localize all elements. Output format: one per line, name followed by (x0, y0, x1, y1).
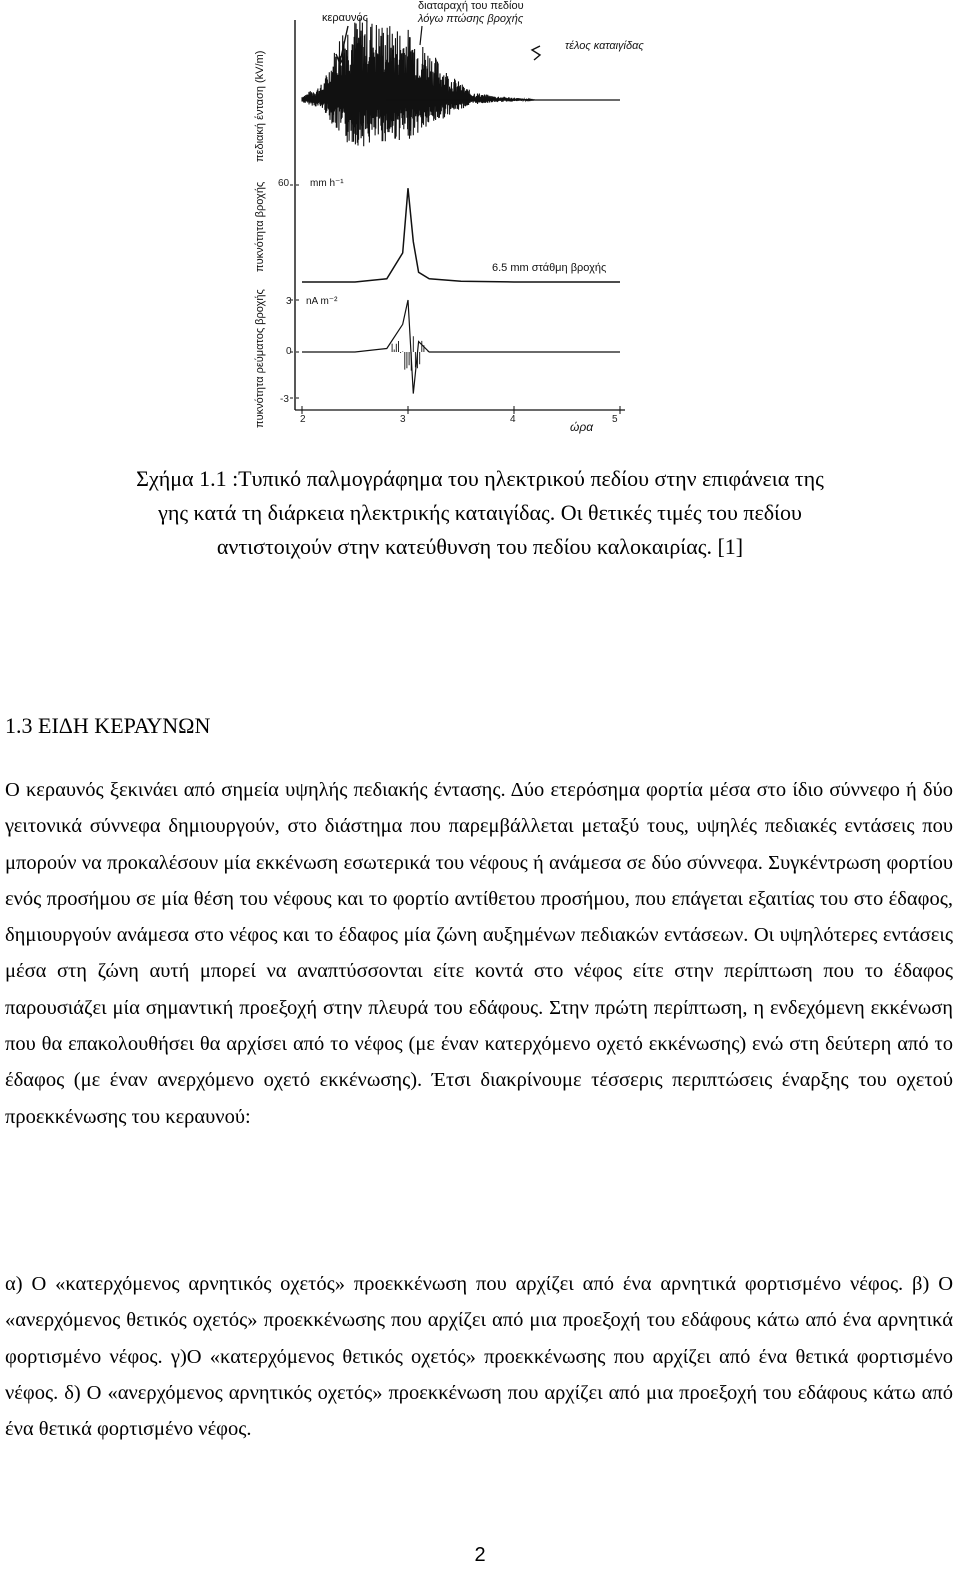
oscillogram-figure (240, 0, 660, 440)
disturbance-annotation-line1: διαταραχή του πεδίου (418, 0, 524, 12)
current-bottom-tick: -3 (280, 394, 289, 405)
paragraph-2: α) Ο «κατερχόμενος αρνητικός οχετός» προεκκένωση που αρχίζει από ένα αρνητικά φορτισμένο νέφος. β) Ο «ανερχόμενος θετικός οχετός» προεκκένωσης που αρχίζει από μια προεξοχή του εδάφους κάτω από ένα αρνητικά φορτισμένο νέφος. γ)Ο «κατερχόμενος θετικός οχετός» προεκκένωσης που αρχίζει από ένα θετικά φορτισμένο νέφος. δ) Ο «ανερχόμενος αρνητικός οχετός» προεκκένωση που αρχίζει από μια προεξοχή του εδάφους κάτω από ένα θετικά φορτισμένο νέφος. (5, 1273, 953, 1441)
electric-field-trace (302, 18, 620, 147)
current-density-unit: nA m⁻² (306, 296, 338, 307)
x-tick-4: 4 (510, 414, 516, 425)
end-of-storm-marker (532, 46, 540, 60)
x-tick-5: 5 (612, 414, 618, 425)
end-of-storm-annotation: τέλος καταιγίδας (565, 40, 644, 52)
caption-line-3: αντιστοιχούν στην κατεύθυνση του πεδίου καλοκαιρίας. [1] (216, 534, 744, 559)
current-density-trace (302, 300, 620, 394)
rain-density-axis-label: πυκνότητα βροχής (254, 181, 266, 272)
current-top-tick: 3 (286, 296, 292, 307)
oscillogram-svg (240, 0, 660, 440)
caption-line-2: γης κατά τη διάρκεια ηλεκτρικής καταιγίδας. Οι θετικές τιμές του πεδίου (158, 500, 802, 525)
paragraph-1: Ο κεραυνός ξεκινάει από σημεία υψηλής πεδιακής έντασης. Δύο ετερόσημα φορτία μέσα στο ίδιο σύννεφο ή δύο γειτονικά σύννεφα δημιουργούν, στο διάστημα που παρεμβάλλεται μεταξύ τους, υψηλές πεδιακές εντάσεις που μπορούν να προκαλέσουν μία εκκένωση εσωτερικά του νέφους ή ανάμεσα σε δύο σύννεφα. Συγκέντρωση φορτίου ενός προσήμου σε μία θέση του νέφους και το φορτίο αντίθετου προσήμου, που επάγεται εξαιτίας του στο έδαφος, δημιουργούν ανάμεσα στο νέφος και το έδαφος μία ζώνη αυξημένων πεδιακών εντάσεων. Οι υψηλότερες εντάσεις μέσα στη ζώνη αυτή μπορεί να αναπτύσσονται είτε κοντά στο νέφος είτε στην περίπτωση που το έδαφος παρουσιάζει μία σημαντική προεξοχή στην πλευρά του εδάφους. Στην πρώτη περίπτωση, η ενδεχόμενη εκκένωση που θα επακολουθήσει θα αρχίσει από το νέφος (με έναν κατερχόμενο οχετό εκκένωσης) ενώ στη δεύτερη από το έδαφος (με έναν ανερχόμενο οχετό εκκένωσης). Έτσι διακρίνουμε τέσσερις περιπτώσεις έναρξης του οχετού προεκκένωσης του κεραυνού: (5, 779, 953, 1128)
x-axis-label: ώρα (570, 420, 594, 434)
disturbance-arrow (420, 26, 422, 45)
section-heading: 1.3 ΕΙΔΗ ΚΕΡΑΥΝΩΝ (5, 713, 211, 738)
caption-line-1: Σχήμα 1.1 :Τυπικό παλμογράφημα του ηλεκτρικού πεδίου στην επιφάνεια της (136, 466, 824, 491)
field-axis-label: πεδιακή ένταση (kV/m) (254, 50, 266, 162)
rain-top-tick: 60 (278, 178, 290, 189)
x-tick-2: 2 (300, 414, 306, 425)
rain-level-annotation: 6.5 mm στάθμη βροχής (492, 262, 607, 274)
rain-density-unit: mm h⁻¹ (310, 178, 344, 189)
current-density-panel (302, 300, 620, 394)
page-number: 2 (474, 1544, 486, 1566)
figure-caption (20, 462, 940, 564)
disturbance-annotation-line2: λόγω πτώσης βροχής (418, 13, 524, 25)
current-zero-tick: 0 (286, 346, 292, 357)
x-tick-3: 3 (400, 414, 406, 425)
electric-field-panel (302, 18, 620, 147)
lightning-annotation: κεραυνός (322, 12, 368, 24)
current-density-axis-label: πυκνότητα ρεύματος βροχής (254, 289, 266, 428)
